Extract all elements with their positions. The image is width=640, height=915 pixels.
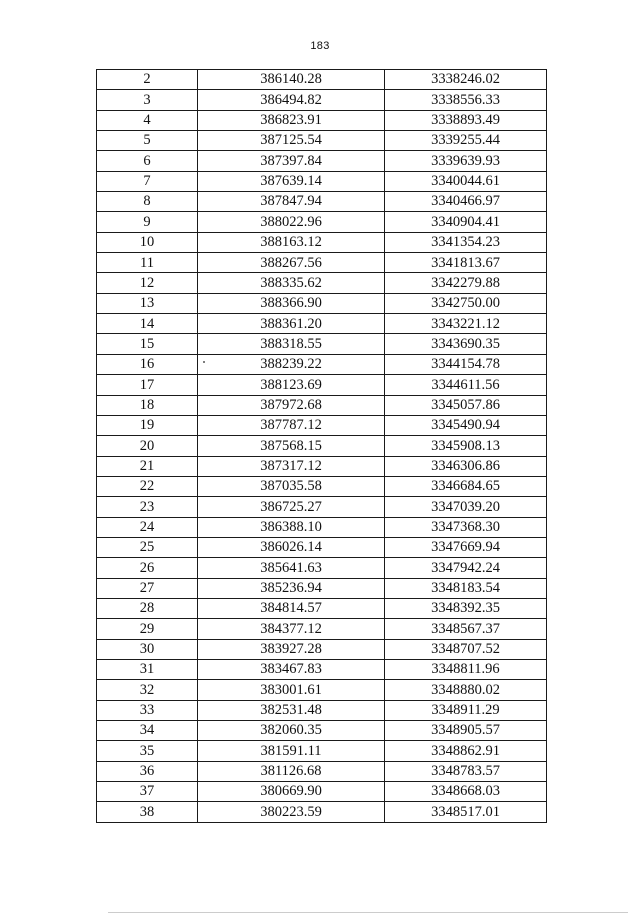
table-row [97, 395, 547, 415]
table-row [97, 761, 547, 781]
table-row [97, 151, 547, 171]
y-coordinate-cell: 3347039.20 [385, 497, 547, 517]
x-coordinate-cell: 385641.63 [198, 558, 385, 578]
y-coordinate-cell: 3348707.52 [385, 639, 547, 659]
x-coordinate-cell: 388239.22 [198, 354, 385, 374]
y-coordinate-cell: 3347942.24 [385, 558, 547, 578]
scan-speck [203, 361, 205, 363]
x-coordinate-cell: 388163.12 [198, 232, 385, 252]
table-row [97, 782, 547, 802]
x-coordinate-cell: 382060.35 [198, 721, 385, 741]
x-coordinate-cell: 381591.11 [198, 741, 385, 761]
point-number-cell: 5 [97, 131, 198, 151]
table-row [97, 273, 547, 293]
point-number-cell: 6 [97, 151, 198, 171]
point-number-cell: 9 [97, 212, 198, 232]
y-coordinate-cell: 3348567.37 [385, 619, 547, 639]
table-row [97, 110, 547, 130]
y-coordinate-cell: 3344611.56 [385, 375, 547, 395]
page-number: 183 [310, 40, 330, 52]
point-number-cell: 34 [97, 721, 198, 741]
y-coordinate-cell: 3340044.61 [385, 171, 547, 191]
x-coordinate-cell: 388361.20 [198, 314, 385, 334]
x-coordinate-cell: 381126.68 [198, 761, 385, 781]
x-coordinate-cell: 384814.57 [198, 598, 385, 618]
x-coordinate-cell: 386823.91 [198, 110, 385, 130]
x-coordinate-cell: 383927.28 [198, 639, 385, 659]
point-number-cell: 37 [97, 782, 198, 802]
y-coordinate-cell: 3344154.78 [385, 354, 547, 374]
table-row [97, 354, 547, 374]
y-coordinate-cell: 3341813.67 [385, 253, 547, 273]
point-number-cell: 2 [97, 70, 198, 90]
x-coordinate-cell: 387568.15 [198, 436, 385, 456]
point-number-cell: 3 [97, 90, 198, 110]
y-coordinate-cell: 3338893.49 [385, 110, 547, 130]
point-number-cell: 26 [97, 558, 198, 578]
point-number-cell: 23 [97, 497, 198, 517]
point-number-cell: 35 [97, 741, 198, 761]
y-coordinate-cell: 3348668.03 [385, 782, 547, 802]
table-row [97, 70, 547, 90]
y-coordinate-cell: 3338556.33 [385, 90, 547, 110]
x-coordinate-cell: 388318.55 [198, 334, 385, 354]
y-coordinate-cell: 3348783.57 [385, 761, 547, 781]
y-coordinate-cell: 3341354.23 [385, 232, 547, 252]
table-row [97, 253, 547, 273]
x-coordinate-cell: 388267.56 [198, 253, 385, 273]
x-coordinate-cell: 382531.48 [198, 700, 385, 720]
y-coordinate-cell: 3346306.86 [385, 456, 547, 476]
point-number-cell: 38 [97, 802, 198, 822]
table-row [97, 558, 547, 578]
x-coordinate-cell: 385236.94 [198, 578, 385, 598]
x-coordinate-cell: 387125.54 [198, 131, 385, 151]
point-number-cell: 10 [97, 232, 198, 252]
x-coordinate-cell: 384377.12 [198, 619, 385, 639]
table-row [97, 456, 547, 476]
y-coordinate-cell: 3347669.94 [385, 537, 547, 557]
x-coordinate-cell: 387972.68 [198, 395, 385, 415]
y-coordinate-cell: 3348905.57 [385, 721, 547, 741]
y-coordinate-cell: 3339255.44 [385, 131, 547, 151]
table-row [97, 212, 547, 232]
x-coordinate-cell: 387317.12 [198, 456, 385, 476]
x-coordinate-cell: 380223.59 [198, 802, 385, 822]
point-number-cell: 20 [97, 436, 198, 456]
x-coordinate-cell: 386494.82 [198, 90, 385, 110]
y-coordinate-cell: 3339639.93 [385, 151, 547, 171]
y-coordinate-cell: 3343690.35 [385, 334, 547, 354]
point-number-cell: 14 [97, 314, 198, 334]
coordinate-table-body [97, 70, 547, 823]
y-coordinate-cell: 3340904.41 [385, 212, 547, 232]
y-coordinate-cell: 3348911.29 [385, 700, 547, 720]
point-number-cell: 4 [97, 110, 198, 130]
y-coordinate-cell: 3345057.86 [385, 395, 547, 415]
x-coordinate-cell: 388022.96 [198, 212, 385, 232]
point-number-cell: 15 [97, 334, 198, 354]
point-number-cell: 21 [97, 456, 198, 476]
x-coordinate-cell: 388366.90 [198, 293, 385, 313]
point-number-cell: 13 [97, 293, 198, 313]
table-row [97, 517, 547, 537]
y-coordinate-cell: 3345908.13 [385, 436, 547, 456]
table-row [97, 171, 547, 191]
point-number-cell: 33 [97, 700, 198, 720]
x-coordinate-cell: 383001.61 [198, 680, 385, 700]
table-row [97, 334, 547, 354]
y-coordinate-cell: 3348392.35 [385, 598, 547, 618]
y-coordinate-cell: 3348517.01 [385, 802, 547, 822]
point-number-cell: 19 [97, 415, 198, 435]
y-coordinate-cell: 3347368.30 [385, 517, 547, 537]
table-row [97, 415, 547, 435]
table-row [97, 639, 547, 659]
point-number-cell: 31 [97, 659, 198, 679]
table-row [97, 598, 547, 618]
table-row [97, 232, 547, 252]
x-coordinate-cell: 387035.58 [198, 476, 385, 496]
x-coordinate-cell: 387847.94 [198, 192, 385, 212]
x-coordinate-cell: 387639.14 [198, 171, 385, 191]
x-coordinate-cell: 387787.12 [198, 415, 385, 435]
point-number-cell: 25 [97, 537, 198, 557]
table-row [97, 436, 547, 456]
x-coordinate-cell: 388123.69 [198, 375, 385, 395]
point-number-cell: 36 [97, 761, 198, 781]
table-row [97, 131, 547, 151]
y-coordinate-cell: 3348862.91 [385, 741, 547, 761]
table-row [97, 314, 547, 334]
x-coordinate-cell: 388335.62 [198, 273, 385, 293]
y-coordinate-cell: 3342750.00 [385, 293, 547, 313]
x-coordinate-cell: 386725.27 [198, 497, 385, 517]
table-row [97, 680, 547, 700]
point-number-cell: 28 [97, 598, 198, 618]
point-number-cell: 29 [97, 619, 198, 639]
y-coordinate-cell: 3340466.97 [385, 192, 547, 212]
point-number-cell: 27 [97, 578, 198, 598]
point-number-cell: 11 [97, 253, 198, 273]
table-row [97, 659, 547, 679]
table-row [97, 578, 547, 598]
table-row [97, 476, 547, 496]
x-coordinate-cell: 386388.10 [198, 517, 385, 537]
point-number-cell: 30 [97, 639, 198, 659]
y-coordinate-cell: 3348183.54 [385, 578, 547, 598]
point-number-cell: 18 [97, 395, 198, 415]
y-coordinate-cell: 3345490.94 [385, 415, 547, 435]
coordinate-table [96, 69, 547, 823]
point-number-cell: 22 [97, 476, 198, 496]
table-row [97, 497, 547, 517]
x-coordinate-cell: 387397.84 [198, 151, 385, 171]
table-row [97, 375, 547, 395]
table-row [97, 90, 547, 110]
y-coordinate-cell: 3343221.12 [385, 314, 547, 334]
y-coordinate-cell: 3338246.02 [385, 70, 547, 90]
y-coordinate-cell: 3342279.88 [385, 273, 547, 293]
page-bottom-rule [108, 912, 628, 913]
table-row [97, 293, 547, 313]
point-number-cell: 24 [97, 517, 198, 537]
table-row [97, 619, 547, 639]
point-number-cell: 32 [97, 680, 198, 700]
point-number-cell: 17 [97, 375, 198, 395]
y-coordinate-cell: 3348811.96 [385, 659, 547, 679]
x-coordinate-cell: 383467.83 [198, 659, 385, 679]
point-number-cell: 12 [97, 273, 198, 293]
table-row [97, 700, 547, 720]
x-coordinate-cell: 380669.90 [198, 782, 385, 802]
table-row [97, 741, 547, 761]
y-coordinate-cell: 3348880.02 [385, 680, 547, 700]
table-row [97, 802, 547, 822]
x-coordinate-cell: 386026.14 [198, 537, 385, 557]
point-number-cell: 7 [97, 171, 198, 191]
table-row [97, 721, 547, 741]
x-coordinate-cell: 386140.28 [198, 70, 385, 90]
table-row [97, 537, 547, 557]
point-number-cell: 16 [97, 354, 198, 374]
table-row [97, 192, 547, 212]
point-number-cell: 8 [97, 192, 198, 212]
y-coordinate-cell: 3346684.65 [385, 476, 547, 496]
